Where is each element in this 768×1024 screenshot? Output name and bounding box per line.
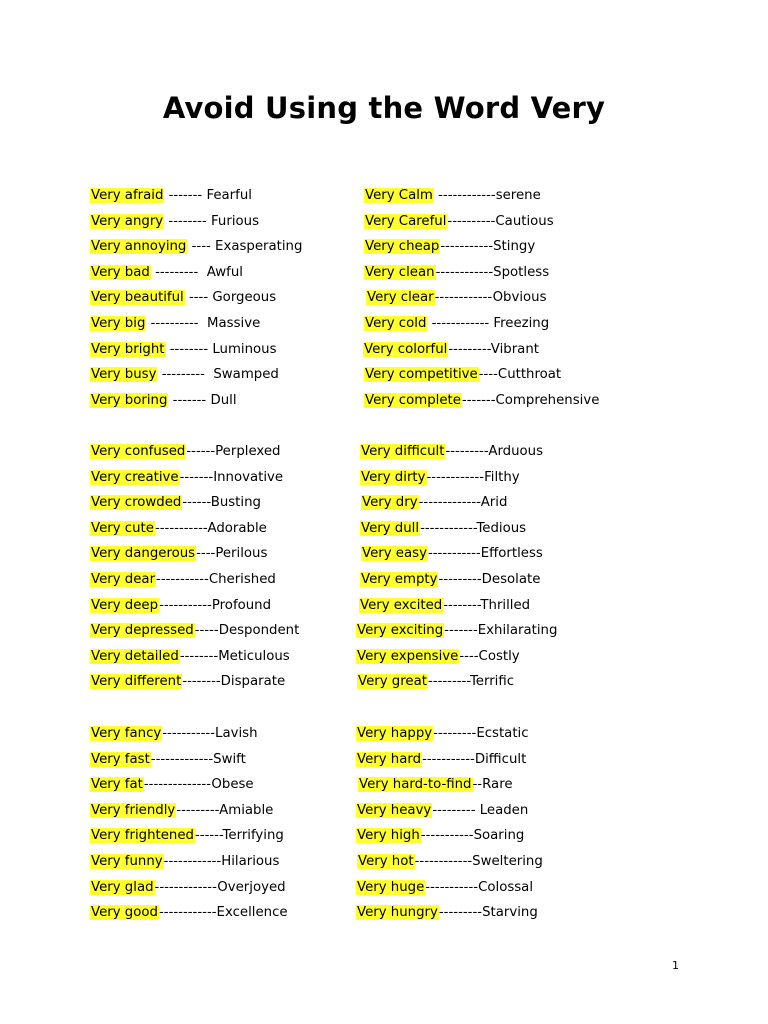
dash-separator: -------- (179, 648, 219, 664)
synonym: Furious (211, 213, 260, 229)
dash-separator: ---- (184, 290, 213, 306)
synonym: Hilarious (221, 854, 280, 869)
synonym: Amiable (219, 802, 274, 818)
word-entry (364, 212, 554, 232)
dash-separator: --------- (433, 726, 477, 741)
very-phrase: Very boring (91, 392, 168, 408)
synonym: Perilous (215, 546, 268, 562)
very-phrase: Very expensive (357, 648, 459, 664)
very-phrase: Very hot (358, 854, 414, 869)
word-entry (90, 544, 267, 564)
word-entry (356, 878, 533, 898)
dash-separator: ----------- (422, 751, 475, 767)
word-entry (360, 468, 520, 488)
word-entry (360, 442, 543, 462)
very-phrase: Very bright (91, 341, 165, 357)
very-phrase: Very Calm (365, 188, 433, 203)
word-entry (90, 801, 273, 821)
dash-separator: --------- (427, 674, 470, 690)
word-entry (360, 519, 526, 539)
page-title: Avoid Using the Word Very (162, 91, 606, 125)
word-entry (356, 750, 526, 770)
synonym: serene (495, 188, 541, 203)
word-entry (90, 750, 246, 770)
dash-separator: -------- (165, 341, 213, 357)
synonym: Lavish (215, 726, 258, 741)
synonym: Adorable (207, 520, 267, 536)
very-phrase: Very exciting (357, 623, 444, 639)
dash-separator: -------- (443, 597, 481, 613)
synonym: Innovative (213, 469, 284, 485)
word-entry (364, 365, 561, 385)
word-entry (90, 212, 259, 232)
synonym: Rare (482, 777, 513, 793)
very-phrase: Very creative (91, 469, 179, 485)
word-entry (90, 903, 288, 923)
dash-separator: ---------- (146, 316, 203, 331)
dash-separator: ----------- (159, 597, 212, 613)
very-phrase: Very colorful (364, 341, 448, 357)
synonym: Terrific (469, 674, 515, 690)
word-entry (90, 493, 261, 513)
word-entry (90, 621, 299, 641)
word-entry (364, 263, 549, 283)
word-entry (364, 314, 549, 334)
synonym: Filthy (484, 469, 520, 485)
very-phrase: Very dear (91, 572, 156, 587)
synonym: Freezing (493, 316, 550, 331)
very-phrase: Very hard (357, 751, 422, 767)
dash-separator: -------- (164, 213, 212, 229)
very-phrase: Very fancy (91, 726, 162, 741)
synonym: Comprehensive (495, 392, 600, 408)
synonym: Tedious (476, 520, 527, 536)
very-phrase: Very frightened (91, 828, 194, 844)
word-entry (90, 468, 283, 488)
dash-separator: ----------- (440, 239, 494, 255)
word-entry (356, 826, 524, 846)
synonym: Difficult (474, 751, 527, 767)
word-entry (90, 314, 260, 334)
synonym: Despondent (218, 623, 300, 639)
word-entry (90, 519, 267, 539)
dash-separator: ------------- (154, 879, 218, 895)
very-phrase: Very different (91, 674, 182, 690)
dash-separator: ----------- (162, 726, 216, 741)
very-phrase: Very happy (357, 726, 433, 741)
synonym: Starving (482, 905, 538, 921)
dash-separator: ------------- (150, 751, 214, 767)
word-entry (363, 340, 539, 360)
very-phrase: Very depressed (91, 623, 194, 639)
very-phrase: Very angry (91, 213, 164, 229)
synonym: Profound (211, 597, 272, 613)
very-phrase: Very cheap (365, 239, 440, 255)
dash-separator: ------------ (426, 469, 485, 485)
word-entry (366, 288, 547, 308)
synonym: Cherished (208, 572, 276, 587)
synonym: Effortless (480, 546, 543, 562)
synonym: Exasperating (215, 239, 303, 255)
word-entry (90, 442, 281, 462)
very-phrase: Very detailed (91, 648, 179, 664)
dash-separator: ------- (179, 469, 214, 485)
dash-separator: ------------ (427, 316, 494, 331)
very-phrase: Very cute (91, 520, 154, 536)
word-entry (90, 288, 276, 308)
word-entry (90, 186, 252, 206)
dash-separator: ---- (187, 239, 216, 255)
word-entry (90, 775, 254, 795)
synonym: Excellence (216, 905, 288, 921)
synonym: Costly (478, 648, 520, 664)
word-entry (90, 340, 277, 360)
very-phrase: Very funny (91, 854, 163, 869)
word-entry (90, 365, 279, 385)
very-phrase: Very difficult (361, 444, 445, 459)
word-entry (90, 878, 286, 898)
very-phrase: Very clean (365, 264, 435, 280)
dash-separator: ------ (194, 828, 223, 844)
very-phrase: Very bad (91, 264, 150, 280)
word-entry (90, 391, 237, 411)
dash-separator: ------------ (158, 905, 217, 921)
very-phrase: Very annoying (91, 239, 187, 255)
very-phrase: Very competitive (365, 367, 478, 383)
very-phrase: Very great (358, 674, 427, 690)
very-phrase: Very big (91, 316, 146, 331)
dash-separator: ------- (168, 392, 211, 408)
very-phrase: Very dirty (361, 469, 426, 485)
dash-separator: ------------ (435, 264, 494, 280)
dash-separator: -- (472, 777, 483, 793)
synonym: Arduous (488, 444, 544, 459)
synonym: Desolate (481, 572, 541, 587)
dash-separator: ------- (461, 392, 496, 408)
synonym: Perplexed (215, 444, 281, 459)
very-phrase: Very easy (362, 546, 427, 562)
word-entry (90, 570, 276, 590)
very-phrase: Very high (357, 828, 420, 844)
word-entry (360, 570, 540, 590)
very-phrase: Very crowded (91, 495, 182, 511)
dash-separator: --------- (438, 905, 483, 921)
synonym: Massive (202, 316, 261, 331)
synonym: Obvious (492, 290, 547, 306)
word-entry (359, 596, 530, 616)
dash-separator: ------------ (420, 520, 477, 536)
synonym: Cutthroat (497, 367, 562, 383)
synonym: Vibrant (490, 341, 539, 357)
dash-separator: ------------ (163, 854, 222, 869)
dash-separator: ------------- (418, 495, 481, 511)
dash-separator: --------- (150, 264, 203, 280)
synonym: Exhilarating (477, 623, 558, 639)
word-entry (90, 826, 284, 846)
synonym: Meticulous (218, 648, 290, 664)
very-phrase: Very dangerous (91, 546, 196, 562)
dash-separator: ------ (182, 495, 211, 511)
very-phrase: Very clear (367, 290, 434, 306)
synonym: Terrifying (222, 828, 284, 844)
synonym: Arid (480, 495, 508, 511)
dash-separator: ---- (196, 546, 216, 562)
dash-separator: ------------ (433, 188, 496, 203)
word-entry (356, 724, 529, 744)
synonym: Overjoyed (217, 879, 286, 895)
word-entry (358, 775, 513, 795)
synonym: Luminous (212, 341, 277, 357)
dash-separator: -------- (182, 674, 221, 690)
synonym: Disparate (220, 674, 286, 690)
synonym: Obese (211, 777, 254, 793)
synonym: Stingy (493, 239, 536, 255)
dash-separator: ------------ (434, 290, 493, 306)
synonym: Dull (210, 392, 237, 408)
very-phrase: Very dry (362, 495, 418, 511)
word-entry (356, 801, 528, 821)
dash-separator: ------ (186, 444, 216, 459)
word-entry (90, 724, 258, 744)
very-phrase: Very fat (91, 777, 143, 793)
word-entry (90, 237, 302, 257)
very-phrase: Very heavy (357, 802, 432, 818)
synonym: Awful (202, 264, 243, 280)
dash-separator: ---- (459, 648, 479, 664)
dash-separator: ---- (478, 367, 498, 383)
synonym: Fearful (206, 188, 252, 203)
synonym: Thrilled (480, 597, 531, 613)
very-phrase: Very beautiful (91, 290, 184, 306)
synonym: Gorgeous (212, 290, 277, 306)
word-entry (357, 852, 543, 872)
very-phrase: Very confused (91, 444, 186, 459)
dash-separator: ----------- (425, 879, 479, 895)
dash-separator: ----------- (154, 520, 208, 536)
synonym: Spotless (493, 264, 550, 280)
word-entry (364, 186, 541, 206)
very-phrase: Very afraid (91, 188, 164, 203)
very-phrase: Very friendly (91, 802, 176, 818)
dash-separator: --------- (432, 802, 480, 818)
dash-separator: ------- (444, 623, 478, 639)
dash-separator: --------- (448, 341, 491, 357)
synonym: Swift (213, 751, 246, 767)
dash-separator: ---------- (447, 213, 496, 229)
synonym: Leaden (479, 802, 529, 818)
word-entry (90, 596, 271, 616)
word-entry (90, 647, 290, 667)
word-entry (364, 237, 535, 257)
dash-separator: ----- (194, 623, 219, 639)
word-entry (361, 493, 507, 513)
very-phrase: Very hard-to-find (359, 777, 472, 793)
synonym: Ecstatic (476, 726, 529, 741)
very-phrase: Very deep (91, 597, 159, 613)
word-entry (356, 903, 538, 923)
very-phrase: Very Careful (365, 213, 447, 229)
page-number: 1 (672, 959, 679, 972)
dash-separator: ----------- (156, 572, 209, 587)
word-entry (356, 621, 557, 641)
synonym: Cautious (495, 213, 554, 229)
very-phrase: Very excited (360, 597, 443, 613)
dash-separator: ----------- (420, 828, 474, 844)
dash-separator: ------------ (414, 854, 473, 869)
synonym: Busting (210, 495, 261, 511)
word-entry (356, 647, 520, 667)
very-phrase: Very cold (365, 316, 427, 331)
word-entry (357, 672, 514, 692)
very-phrase: Very good (91, 905, 158, 921)
synonym: Swamped (209, 367, 279, 383)
very-phrase: Very hungry (357, 905, 438, 921)
word-entry (90, 672, 285, 692)
dash-separator: ----------- (427, 546, 481, 562)
very-phrase: Very glad (91, 879, 154, 895)
dash-separator: ------- (164, 188, 207, 203)
very-phrase: Very fast (91, 751, 150, 767)
word-entry (90, 263, 243, 283)
dash-separator: -------------- (143, 777, 212, 793)
very-phrase: Very busy (91, 367, 157, 383)
very-phrase: Very huge (357, 879, 425, 895)
dash-separator: --------- (445, 444, 489, 459)
word-entry (361, 544, 543, 564)
very-phrase: Very empty (361, 572, 438, 587)
word-entry (90, 852, 279, 872)
synonym: Soaring (473, 828, 525, 844)
synonym: Colossal (478, 879, 534, 895)
very-phrase: Very complete (365, 392, 461, 408)
very-phrase: Very dull (361, 520, 420, 536)
dash-separator: --------- (438, 572, 482, 587)
dash-separator: --------- (157, 367, 210, 383)
word-entry (364, 391, 599, 411)
dash-separator: --------- (176, 802, 220, 818)
synonym: Sweltering (472, 854, 543, 869)
